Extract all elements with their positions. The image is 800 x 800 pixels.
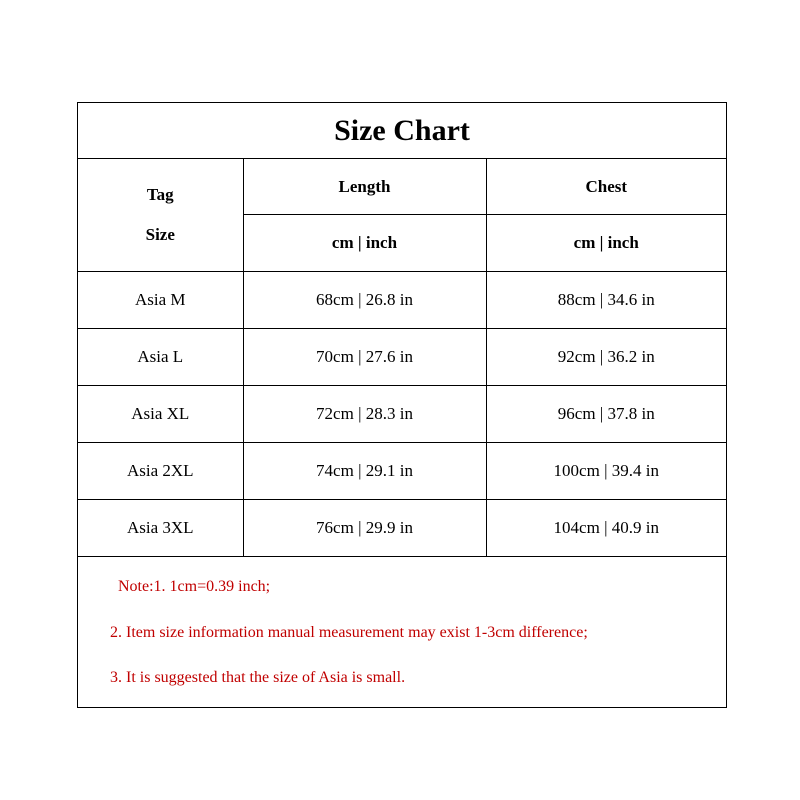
tag-cell: Asia 2XL bbox=[78, 443, 243, 500]
chest-unit-header: cm | inch bbox=[486, 215, 726, 272]
tag-size-header bbox=[78, 159, 243, 272]
chest-cell: 104cm | 40.9 in bbox=[486, 500, 726, 557]
chest-cell: 96cm | 37.8 in bbox=[486, 386, 726, 443]
size-chart bbox=[77, 102, 727, 708]
note-1: Note:1. 1cm=0.39 inch; bbox=[118, 578, 271, 595]
length-header: Length bbox=[243, 159, 486, 215]
length-cell: 72cm | 28.3 in bbox=[243, 386, 486, 443]
notes-section bbox=[78, 554, 726, 707]
chest-header: Chest bbox=[486, 159, 726, 215]
table-row bbox=[78, 386, 726, 443]
note-3: 3. It is suggested that the size of Asia is small. bbox=[110, 669, 406, 686]
tag-cell: Asia 3XL bbox=[78, 500, 243, 557]
chest-cell: 92cm | 36.2 in bbox=[486, 329, 726, 386]
tag-header-line2: Size bbox=[145, 225, 175, 244]
tag-cell: Asia M bbox=[78, 272, 243, 329]
table-row bbox=[78, 329, 726, 386]
tag-cell: Asia XL bbox=[78, 386, 243, 443]
table-row bbox=[78, 272, 726, 329]
tag-cell: Asia L bbox=[78, 329, 243, 386]
header-row bbox=[78, 159, 726, 215]
length-cell: 70cm | 27.6 in bbox=[243, 329, 486, 386]
length-cell: 76cm | 29.9 in bbox=[243, 500, 486, 557]
tag-header-line1: Tag bbox=[146, 185, 174, 204]
length-cell: 74cm | 29.1 in bbox=[243, 443, 486, 500]
note-2: 2. Item size information manual measurement may exist 1-3cm difference; bbox=[110, 624, 588, 641]
chest-cell: 100cm | 39.4 in bbox=[486, 443, 726, 500]
length-cell: 68cm | 26.8 in bbox=[243, 272, 486, 329]
table-row bbox=[78, 500, 726, 557]
length-unit-header: cm | inch bbox=[243, 215, 486, 272]
size-table bbox=[78, 159, 726, 557]
chest-cell: 88cm | 34.6 in bbox=[486, 272, 726, 329]
chart-title: Size Chart bbox=[78, 103, 726, 159]
table-row bbox=[78, 443, 726, 500]
